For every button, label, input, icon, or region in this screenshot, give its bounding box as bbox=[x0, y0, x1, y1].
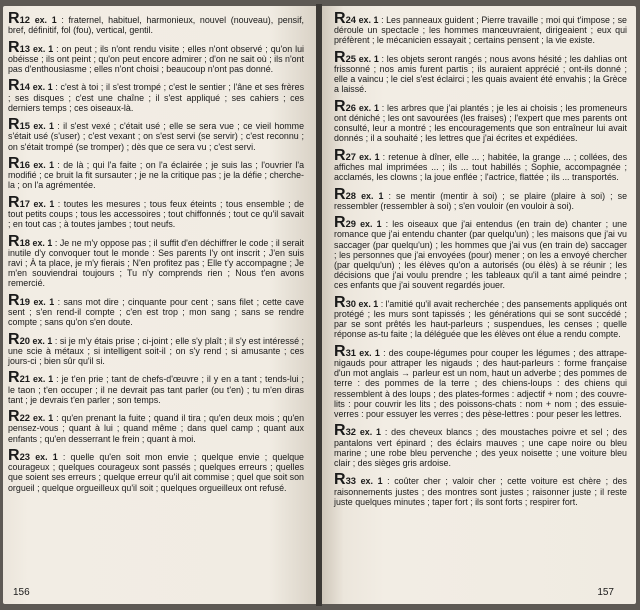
exercise-label: ex. 1 bbox=[33, 159, 55, 170]
answer-entry bbox=[334, 422, 627, 469]
entry-text: : c'est à toi ; il s'est trompé ; c'est le sentier ; l'âne et ses frères ; ses disques ; c'est une chaîne ; il s'est appliqué ; ses cahiers ; ces derniers temps ; ces oiseaux-là. bbox=[8, 82, 305, 113]
exercise-label: ex. 1 bbox=[34, 15, 57, 25]
answer-entry bbox=[334, 214, 628, 291]
exercise-label: ex. 1 bbox=[360, 476, 383, 487]
entry-text: : si je m'y étais prise ; ci-joint ; elle s'y plaît ; il s'y est intéressé ; une scie à métaux ; si intelligent soit-il ; on s'y rend ; si amusante ; ces jours-ci ; bien sûr qu'il si. bbox=[8, 335, 305, 366]
entry-text: : les oiseaux que j'ai entendus (en train de) chanter ; une romance que j'ai entendu chanter (par quelqu'un) ; les maisons que j'ai vu saccager (par quelqu'un) ; les hommes que j'ai vus (en train de) saccager ; les personnes que j'ai envoyées (pour) mener ; on les a envoyé chercher (par quelqu'un) ; les élèves qu'on a autorisés (ou élès) à se réunir ; les décisions que j'ai voulu prendre ; les tableaux qu'il a tant aimé peindre ; ces enfants que j'ai souvent regardés jouer. bbox=[334, 219, 628, 291]
entry-text: : coûter cher ; valoir cher ; cette voiture est chère ; des raisonnements justes ; des montres sont justes ; raisonner juste ; il reste juste quelques minutes ; taper fort ; ils sont forts ; respirer fort. bbox=[334, 476, 627, 507]
entry-number: R22 bbox=[8, 408, 30, 426]
answer-entry bbox=[8, 408, 305, 444]
answer-entry bbox=[8, 446, 304, 493]
answer-entry bbox=[8, 291, 304, 328]
exercise-label: ex. 1 bbox=[35, 451, 58, 462]
exercise-label: ex. 1 bbox=[32, 413, 54, 424]
entry-text: : l'amitié qu'il avait recherchée ; des pansements appliqués ont protégé ; les murs sont tapissés ; les générations qui se sont succédé ; par se sont prêtés les haut-parleurs ; suspendues, les censes ; quelle réponse as-tu faite ; la déléguée que les élèves ont élue a rendu compte. bbox=[334, 298, 627, 340]
exercise-label: ex. 1 bbox=[32, 335, 53, 346]
entry-text: : quelle qu'en soit mon envie ; quelque envie ; quelque courageux ; quelques courageux sont passés ; quelques erreurs ; quelles que soient ses erreurs ; quelque erreur qu'il ait commise ; quel que soit son orgueil ; quelque orgueilleux qu'il soit ; quelques orgueilleux ont refusé. bbox=[8, 451, 304, 493]
exercise-label: ex. 1 bbox=[360, 219, 382, 230]
entry-number: R17 bbox=[8, 193, 30, 211]
entry-number: R18 bbox=[8, 232, 30, 250]
exercise-label: ex. 1 bbox=[33, 121, 54, 132]
exercise-label: ex. 1 bbox=[32, 374, 54, 385]
answer-entry bbox=[8, 154, 305, 191]
entry-text: : toutes les mesures ; tous feux éteints ; tous ensemble ; de tout petits coups ; tous les accessoires ; tout chiffonnés ; tout ce qu'il savait ; en tout cas ; à toutes jambes ; tout neufs. bbox=[8, 198, 304, 230]
entry-number: R31 bbox=[334, 342, 356, 360]
entry-text: : on peut ; ils n'ont rendu visite ; elles n'ont observé ; qu'on lui obéisse ; ils ont peint ; qu'on peut encore admirer ; d'on ne sait où ; ils n'ont pas d'enthousiasme ; elles n'ont choisi ; beaucoup n'ont pas donné. bbox=[8, 43, 304, 74]
entry-text: : je t'en prie ; tant de chefs-d'œuvre ; il y en a tant ; tends-lui ; le taon ; t'en occuper ; il ne devrait pas tant parler (ou t'en) ; tu m'en diras tant ; je devrais t'en parler ; son temps. bbox=[8, 374, 305, 405]
entry-text: : les objets seront rangés ; nous avons hésité ; les dahlias ont frissonné ; nos amis furent partis ; ils auraient apprécié ; ont-ils donné ; elle a vaincu ; le ciel s'est éclairci ; les quais avaient été envahis ; la Grèce a laissé. bbox=[334, 53, 628, 95]
entry-number: R23 bbox=[8, 446, 30, 464]
exercise-label: ex. 1 bbox=[33, 296, 55, 307]
entry-text: : qu'en prenant la fuite ; quand il tira ; qu'en deux mois ; qu'en pensez-vous ; quant à lui ; quand même ; dans quel camp ; quant aux enfants ; qu'en desserrant le frein ; quant à moi. bbox=[8, 413, 305, 444]
answer-entry bbox=[334, 471, 627, 507]
entry-number: R30 bbox=[334, 293, 356, 311]
entry-number: R28 bbox=[334, 185, 356, 203]
answer-entry bbox=[334, 293, 627, 340]
entry-number: R19 bbox=[8, 291, 30, 309]
entry-number: R14 bbox=[8, 77, 30, 95]
entry-text: : il s'est vexé ; c'était usé ; elle se sera vue ; ce vieil homme s'était usé (s'user) ; c'est vexant ; on s'est servi (se servir) ; c'est reconnu ; on s'était trompé (se tromper) ; dès que ce sera vu ; c'est servi. bbox=[8, 121, 305, 152]
entry-text: : fraternel, habituel, harmonieux, nouvel (nouveau), pensif, bref, définitif, fol (fou), vertical, gentil. bbox=[8, 15, 304, 36]
entry-number: R13 bbox=[8, 38, 30, 56]
answer-entry bbox=[8, 38, 304, 75]
answer-entry bbox=[8, 10, 304, 36]
answer-entry bbox=[8, 193, 304, 230]
answer-entry bbox=[8, 369, 305, 405]
entry-number: R32 bbox=[334, 422, 356, 440]
exercise-label: ex. 1 bbox=[359, 427, 381, 438]
answer-entry bbox=[334, 146, 628, 183]
entry-number: R33 bbox=[334, 471, 356, 489]
answer-entry bbox=[334, 342, 627, 420]
right-page bbox=[322, 6, 636, 604]
page-number-right: 157 bbox=[597, 587, 614, 598]
entry-number: R21 bbox=[8, 369, 30, 387]
answer-entry bbox=[334, 48, 628, 95]
left-page-text bbox=[8, 10, 305, 500]
exercise-label: ex. 1 bbox=[358, 15, 379, 25]
entry-text: : des coupe-légumes pour couper les légumes ; des attrape-nigauds pour attraper les nigauds ; des haut-parleurs : forme française d'un mot anglais → parleur est un nom, haut un adverbe ; des pommes de terre : des pommes de la terre ; des chiens-loups : des chiens qui ressemblent à des loups ; des plates-formes : adjectif + nom ; des couvre-lits : pour couvrir les lits ; des poissons-chats : nom + nom ; des essuie-verres : pour essuyer les verres ; des pèse-lettres : pour peser les lettres. bbox=[334, 347, 627, 420]
entry-number: R25 bbox=[334, 48, 356, 66]
entry-number: R16 bbox=[8, 154, 30, 172]
entry-number: R29 bbox=[334, 214, 356, 232]
entry-number: R24 bbox=[334, 10, 356, 27]
exercise-label: ex. 1 bbox=[358, 53, 379, 64]
entry-text: : les arbres que j'ai plantés ; je les ai choisis ; les promeneurs ont déniché ; les ont savourées (les fraises) ; l'expert que mes parents ont consulté, leur a montré ; les encouragements que son entraîneur lui avait donnés ; il a souhaité ; les lettres que j'ai écrites et expédiées. bbox=[334, 102, 627, 144]
entry-number: R12 bbox=[8, 10, 30, 27]
exercise-label: ex. 1 bbox=[359, 151, 380, 162]
entry-number: R27 bbox=[334, 146, 356, 164]
entry-number: R26 bbox=[334, 97, 356, 115]
answer-entry bbox=[334, 10, 627, 46]
answer-entry bbox=[8, 77, 305, 113]
entry-text: : des cheveux blancs ; des moustaches poivre et sel ; des pantalons vert épinard ; des éclairs mauves ; une cape noire ou bleu marine ; une robe bleu pervenche ; des yeux noisette ; une voiture bleu clair ; des sièges gris ardoise. bbox=[334, 427, 627, 469]
exercise-label: ex. 1 bbox=[32, 82, 53, 93]
answer-entry bbox=[8, 116, 305, 152]
answer-entry bbox=[8, 330, 305, 367]
entry-text: : Les panneaux guident ; Pierre travaille ; moi qui t'impose ; se déroule un spectacle ; les hommes manœuvraient, dirigeaient ; eux qui préfèrent ; le mécanicien essayait ; certains pensent ; la vie existe. bbox=[334, 15, 627, 46]
entry-number: R20 bbox=[8, 330, 30, 348]
entry-text: : de là ; qui l'a faite ; on l'a éclairée ; je suis las ; l'ouvrier l'a modifié ; ce bruit la fit sursauter ; je ne la critique pas ; je la défie ; cherche-la ; on l'a agrémentée. bbox=[8, 159, 305, 191]
right-page-text bbox=[334, 10, 628, 514]
answer-entry bbox=[8, 232, 304, 289]
page-number-left: 156 bbox=[13, 587, 30, 598]
left-page bbox=[3, 6, 316, 604]
answer-entry bbox=[334, 97, 627, 144]
exercise-label: ex. 1 bbox=[358, 102, 379, 113]
exercise-label: ex. 1 bbox=[361, 190, 384, 201]
entry-text: : sans mot dire ; cinquante pour cent ; sans filet ; cette cave sent ; s'en rend-il compte ; c'en est trop ; mon sang ; sans se rendre compte ; sans qu'on s'en doute. bbox=[8, 296, 304, 328]
entry-text: : Je ne m'y oppose pas ; il suffit d'en déchiffrer le code ; il serait inutile d'y convoquer tout le monde : Ses parents l'y ont inscrit ; J'en suis ravi ; À ta place, je m'y fierais ; N'en profitez pas ; Elle t'y accompagne ; Je m'en souviendrai toujours ; Tu n'y comprends rien ; Nous t'en avons remercié. bbox=[8, 237, 304, 289]
exercise-label: ex. 1 bbox=[33, 198, 55, 209]
entry-number: R15 bbox=[8, 116, 30, 134]
entry-text: : retenue à dîner, elle ... ; habitée, la grange ... ; collées, des affiches mal imprimées ... ; ils ... tout habillés ; Sophie, accompagnée ; acclamés, les clowns ; la joue enflée ; l'actrice, flattée ; ils ... transportés. bbox=[334, 151, 628, 183]
entry-text: : se mentir (mentir à soi) ; se plaire (plaire à soi) ; se ressembler (ressembler à soi) ; s'en vouloir (en vouloir à soi). bbox=[334, 190, 628, 211]
exercise-label: ex. 1 bbox=[359, 347, 380, 358]
exercise-label: ex. 1 bbox=[32, 237, 53, 248]
answer-entry bbox=[334, 185, 628, 211]
exercise-label: ex. 1 bbox=[358, 298, 379, 309]
exercise-label: ex. 1 bbox=[32, 43, 54, 54]
